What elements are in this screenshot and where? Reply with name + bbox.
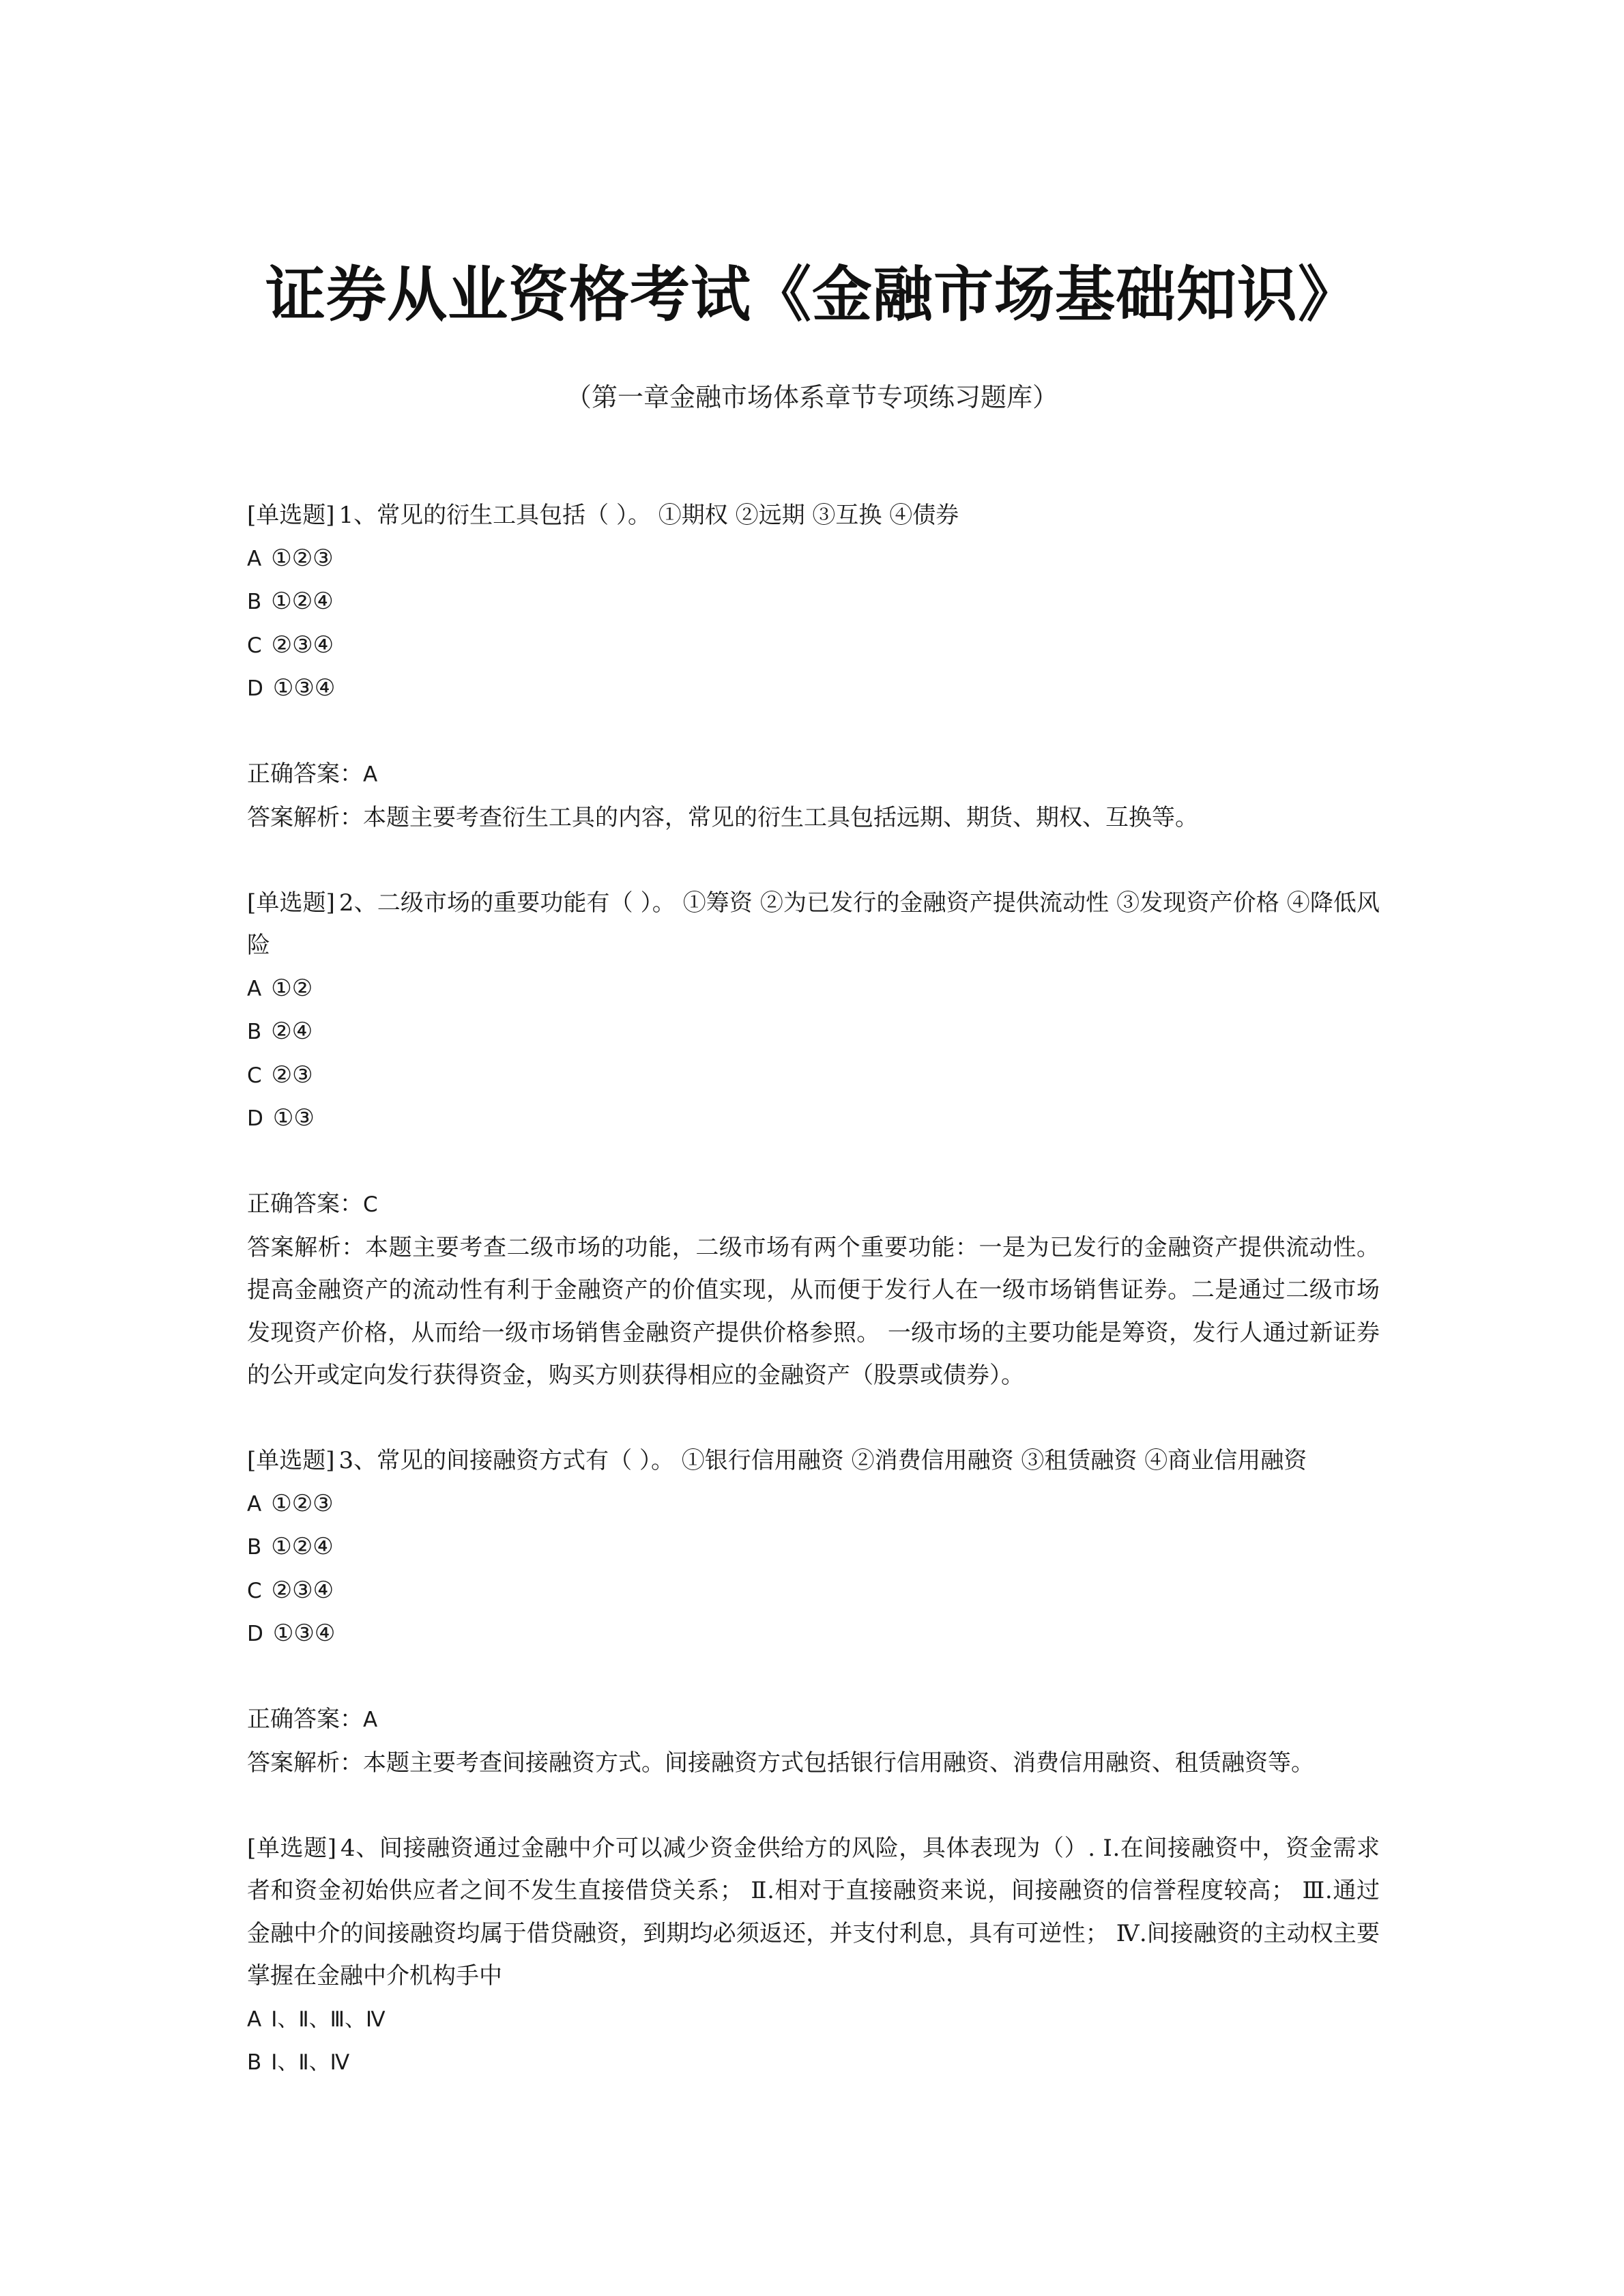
option-letter: A [247, 2007, 262, 2032]
option-b [247, 2041, 1380, 2084]
question-3 [247, 1439, 1380, 1784]
question-text: 2、二级市场的重要功能有（ ）。 ①筹资 ②为已发行的金融资产提供流动性 ③发现资产价格 ④降低风险 [247, 889, 1380, 959]
question-stem [247, 882, 1380, 967]
option-text: ①③④ [272, 674, 336, 702]
option-text: ②④ [271, 1018, 313, 1045]
answer-label: 正确答案： [247, 1190, 363, 1218]
option-letter: C [247, 633, 262, 658]
option-text: ①②④ [271, 588, 334, 615]
question-stem [247, 1439, 1380, 1482]
option-letter: D [247, 676, 263, 701]
option-text: ②③ [271, 1061, 313, 1089]
correct-answer [247, 1183, 1380, 1226]
question-list [247, 494, 1380, 2127]
answer-label: 正确答案： [247, 1706, 363, 1733]
option-b [247, 1010, 1380, 1054]
option-c [247, 624, 1380, 668]
option-d [247, 1612, 1380, 1656]
document-title: 证券从业资格考试《金融市场基础知识》 [265, 259, 1359, 330]
option-letter: B [247, 1020, 262, 1044]
correct-answer [247, 753, 1380, 797]
option-letter: B [247, 590, 262, 614]
question-type: [单选题] [247, 889, 335, 917]
option-letter: B [247, 1535, 262, 1560]
option-text: ①② [271, 974, 313, 1002]
question-2 [247, 882, 1380, 1397]
option-text: Ⅰ、Ⅱ、Ⅳ [271, 2050, 350, 2075]
correct-answer [247, 1698, 1380, 1742]
answer-value: A [363, 762, 378, 787]
document-subtitle: （第一章金融市场体系章节专项练习题库） [565, 382, 1058, 412]
question-stem [247, 1827, 1380, 1998]
option-letter: C [247, 1578, 262, 1603]
question-1 [247, 494, 1380, 839]
answer-value: A [363, 1708, 378, 1732]
option-letter: A [247, 976, 262, 1001]
option-a [247, 967, 1380, 1011]
option-a [247, 537, 1380, 581]
option-text: ①②③ [271, 1489, 334, 1517]
option-text: ①②④ [271, 1533, 334, 1560]
question-text: 1、常见的衍生工具包括（ ）。 ①期权 ②远期 ③互换 ④债券 [338, 502, 959, 529]
option-letter: D [247, 1106, 263, 1131]
option-text: ②③④ [271, 1576, 334, 1604]
answer-value: C [363, 1192, 378, 1217]
option-letter: A [247, 1491, 262, 1517]
answer-analysis: 答案解析：本题主要考查二级市场的功能，二级市场有两个重要功能：一是为已发行的金融资产提供流动性。提高金融资产的流动性有利于金融资产的价值实现，从而便于发行人在一级市场销售证券。二是通过二级市场发现资产价格，从而给一级市场销售金融资产提供价格参照。 一级市场的主要功能是筹资，发行人通过新证券的公开或定向发行获得资金，购买方则获得相应的金融资产（股票或债券）。 [247, 1233, 1380, 1389]
answer-analysis: 答案解析：本题主要考查衍生工具的内容，常见的衍生工具包括远期、期货、期权、互换等。 [247, 803, 1198, 831]
option-text: ①②③ [271, 544, 334, 572]
question-stem [247, 494, 1380, 537]
option-c [247, 1569, 1380, 1613]
question-text: 3、常见的间接融资方式有（ ）。 ①银行信用融资 ②消费信用融资 ③租赁融资 ④商业信用融资 [338, 1447, 1307, 1474]
question-4 [247, 1827, 1380, 2084]
question-type: [单选题] [247, 1447, 335, 1474]
option-text: ①③④ [272, 1620, 336, 1647]
option-text: Ⅰ、Ⅱ、Ⅲ、Ⅳ [271, 2007, 386, 2032]
option-d [247, 667, 1380, 711]
option-letter: C [247, 1063, 262, 1088]
question-type: [单选题] [247, 502, 335, 529]
question-type: [单选题] [247, 1834, 336, 1862]
answer-analysis: 答案解析：本题主要考查间接融资方式。间接融资方式包括银行信用融资、消费信用融资、租赁融资等。 [247, 1749, 1314, 1777]
option-b [247, 1525, 1380, 1569]
option-d [247, 1097, 1380, 1140]
option-text: ①③ [272, 1104, 315, 1132]
answer-label: 正确答案： [247, 760, 363, 788]
option-b [247, 580, 1380, 624]
option-letter: B [247, 2050, 262, 2075]
question-text: 4、间接融资通过金融中介可以减少资金供给方的风险，具体表现为（）. Ⅰ.在间接融资中，资金需求者和资金初始供应者之间不发生直接借贷关系； Ⅱ.相对于直接融资来说，间接融资的信誉程度较高； Ⅲ.通过金融中介的间接融资均属于借贷融资，到期均必须返还，并支付利息，具有可逆性； Ⅳ.间接融资的主动权主要掌握在金融中介机构手中 [247, 1834, 1380, 1990]
option-c [247, 1054, 1380, 1097]
option-a [247, 1482, 1380, 1526]
option-a [247, 1998, 1380, 2041]
option-letter: D [247, 1622, 263, 1646]
option-text: ②③④ [271, 631, 334, 659]
option-letter: A [247, 546, 262, 571]
